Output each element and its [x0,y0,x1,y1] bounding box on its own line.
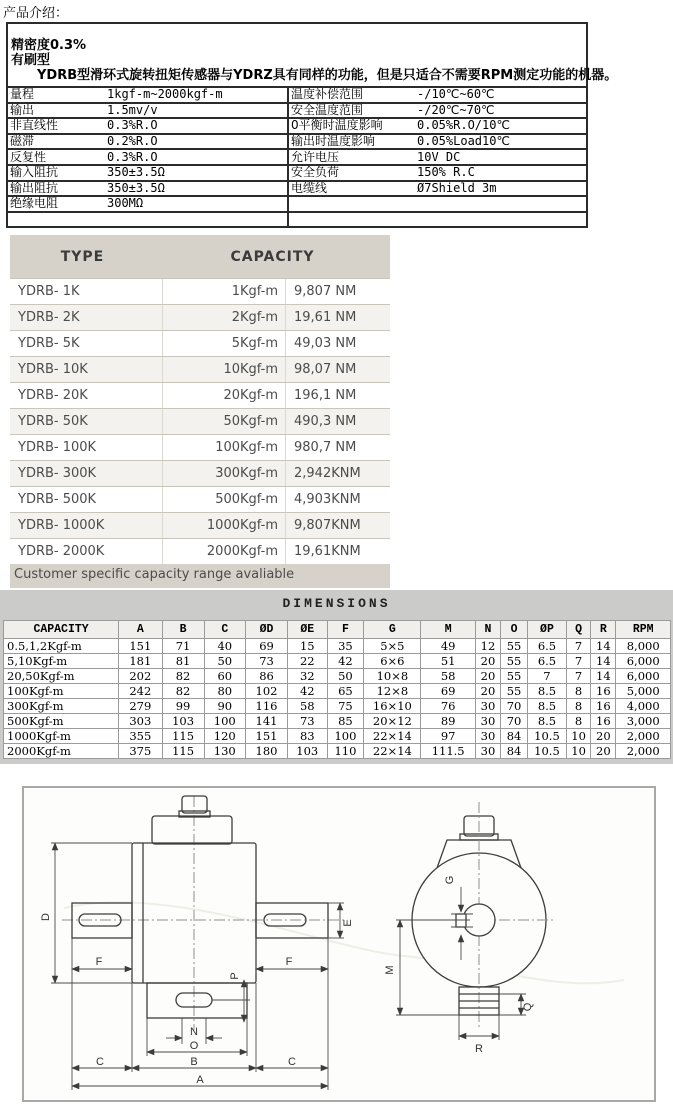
dim-cell-op: 10.5 [528,744,567,759]
dim-label-g: G [444,875,456,885]
dim-cell-o: 84 [501,729,528,744]
spec-value: 0.05%R.O/10℃ [417,119,510,133]
type-capacity-row [10,512,390,538]
dim-cell-g: 5×5 [364,639,421,654]
capacity-kgf-cell: 20Kgf-m [163,383,286,408]
dim-cell-q: 7 [566,639,590,654]
type-cell: YDRB- 100K [10,435,163,460]
capacity-kgf-cell: 1000Kgf-m [163,513,286,538]
dim-cell-capacity: 100Kgf-m [4,684,119,699]
dim-cell-q: 8 [566,714,590,729]
dim-cell-b: 71 [162,639,204,654]
dim-cell-q: 10 [566,744,590,759]
dim-cell-o: 55 [501,684,528,699]
dim-cell-n: 12 [475,639,500,654]
dim-cell-f: 42 [327,654,364,669]
dim-header-c: C [204,621,245,639]
dim-label-p: P [229,972,241,980]
spec-label: 电缆线 [291,181,328,195]
spec-row [8,119,586,135]
dim-cell-rpm: 2,000 [616,729,671,744]
type-cell: YDRB- 2K [10,305,163,330]
spec-value: 300MΩ [107,197,144,211]
dim-cell-od: 102 [245,684,287,699]
dim-cell-q: 10 [566,729,590,744]
dim-label-f-right: F [285,956,293,968]
dim-cell-o: 70 [501,714,528,729]
type-cell: YDRB- 10K [10,357,163,382]
dim-cell-n: 30 [475,699,500,714]
spec-value: Ø7Shield 3m [417,181,497,195]
technical-drawing-panel [22,786,656,1102]
dimensions-data-row [4,744,671,759]
bottom-block [147,983,247,1018]
spec-row [8,150,586,166]
intro-brush-type-line: 有刷型 [11,53,51,68]
dim-cell-f: 65 [327,684,364,699]
dim-cell-c: 40 [204,639,245,654]
dim-cell-n: 30 [475,714,500,729]
type-cell: YDRB- 500K [10,487,163,512]
type-column-header: TYPE [60,248,105,265]
type-capacity-row [10,486,390,512]
dim-cell-n: 20 [475,669,500,684]
dim-header-r: R [591,621,616,639]
type-cell: YDRB- 5K [10,331,163,356]
spec-label: 非直线性 [10,119,59,133]
type-cell: YDRB- 300K [10,461,163,486]
spec-value: 1kgf-m~2000kgf-m [107,88,223,102]
dim-cell-m: 51 [421,654,475,669]
spec-label: 反复性 [10,150,47,164]
dim-header-g: G [364,621,421,639]
dim-cell-b: 103 [162,714,204,729]
type-cell: YDRB- 50K [10,409,163,434]
dim-cell-a: 202 [119,669,162,684]
dim-cell-c: 60 [204,669,245,684]
spec-cell-left [8,182,287,196]
page-title: 产品介绍： [3,6,69,21]
type-cell: YDRB- 2000K [10,539,163,564]
dim-cell-b: 81 [162,654,204,669]
spec-cell-right [287,135,586,149]
dim-cell-o: 70 [501,699,528,714]
dim-cell-oe: 103 [288,744,327,759]
custom-capacity-note: Customer specific capacity range avaliable [14,567,295,582]
dim-cell-capacity: 300Kgf-m [4,699,119,714]
capacity-nm-cell: 2,942KNM [294,466,361,481]
capacity-kgf-cell: 1Kgf-m [163,279,286,304]
dim-label-f-left: F [95,956,103,968]
dim-cell-r: 14 [591,654,616,669]
dim-cell-c: 100 [204,714,245,729]
spec-label: 安全负荷 [291,165,340,180]
spec-cell-left [8,104,287,118]
dim-cell-capacity: 0.5,1,2Kgf-m [4,639,119,654]
spec-value: 0.3%R.O [107,150,158,164]
dim-cell-od: 151 [245,729,287,744]
spec-value: 350±3.5Ω [107,181,165,195]
dimensions-data-row [4,714,671,729]
dim-cell-oe: 83 [288,729,327,744]
capacity-kgf-cell: 100Kgf-m [163,435,286,460]
dim-cell-oe: 32 [288,669,327,684]
capacity-nm-cell: 98,07 NM [294,362,357,377]
dimensions-title: DIMENSIONS [282,596,391,611]
capacity-nm-cell: 4,903KNM [294,492,361,507]
dim-cell-capacity: 1000Kgf-m [4,729,119,744]
spec-value: 0.3%R.O [107,119,158,133]
spec-value: -/10℃~60℃ [417,88,495,102]
spec-label: 温度补偿范围 [291,88,364,102]
dim-cell-op: 8.5 [528,714,567,729]
type-capacity-table [10,235,390,588]
spec-cell-right [287,197,586,211]
dim-cell-f: 35 [327,639,364,654]
dim-cell-r: 16 [591,684,616,699]
spec-cell-left [8,197,287,211]
dim-cell-a: 151 [119,639,162,654]
dim-header-o: O [501,621,528,639]
dim-cell-b: 99 [162,699,204,714]
dim-label-b: B [190,1056,198,1068]
dim-header-q: Q [566,621,590,639]
dim-cell-op: 10.5 [528,729,567,744]
dim-cell-a: 242 [119,684,162,699]
spec-value: 150% R.C [417,165,475,180]
dim-cell-r: 16 [591,714,616,729]
dim-cell-c: 120 [204,729,245,744]
dim-cell-capacity: 2000Kgf-m [4,744,119,759]
dim-cell-od: 180 [245,744,287,759]
dim-cell-op: 8.5 [528,699,567,714]
intro-precision-line: 精密度0.3% [11,38,87,53]
type-capacity-row [10,304,390,330]
capacity-kgf-cell: 10Kgf-m [163,357,286,382]
dim-cell-o: 55 [501,669,528,684]
dim-cell-g: 12×8 [364,684,421,699]
capacity-nm-cell: 980,7 NM [294,440,357,455]
dim-cell-n: 30 [475,744,500,759]
dim-cell-r: 16 [591,699,616,714]
capacity-kgf-cell: 300Kgf-m [163,461,286,486]
dimensions-data-row [4,654,671,669]
dim-cell-q: 7 [566,654,590,669]
technical-drawing [24,788,650,1096]
intro-description-line: YDRB型滑环式旋转扭矩传感器与YDRZ具有同样的功能，但是只适合不需要RPM测定功能的机器。 [37,68,618,83]
dim-header-a: A [119,621,162,639]
dim-cell-op: 6.5 [528,654,567,669]
spec-value: 350±3.5Ω [107,165,165,180]
dimensions-data-row [4,729,671,744]
dim-cell-a: 181 [119,654,162,669]
dimensions-table [3,620,671,759]
capacity-kgf-cell: 500Kgf-m [163,487,286,512]
dim-cell-m: 58 [421,669,475,684]
type-capacity-row [10,408,390,434]
dim-cell-capacity: 20,50Kgf-m [4,669,119,684]
dim-cell-rpm: 3,000 [616,714,671,729]
spec-label: 量程 [10,88,35,102]
dim-cell-r: 20 [591,729,616,744]
type-capacity-row [10,538,390,564]
capacity-nm-cell: 9,807 NM [294,284,357,299]
capacity-kgf-cell: 5Kgf-m [163,331,286,356]
spec-row [8,166,586,182]
type-capacity-row [10,330,390,356]
spec-cell-left [8,119,287,133]
spec-row [8,104,586,120]
dimensions-data-row [4,669,671,684]
dim-cell-rpm: 6,000 [616,654,671,669]
dim-cell-m: 89 [421,714,475,729]
spec-cell-left [8,88,287,102]
dim-cell-od: 73 [245,654,287,669]
type-cell: YDRB- 20K [10,383,163,408]
intro-box [6,22,618,88]
spec-row [8,135,586,151]
dim-label-o: O [189,1040,199,1052]
dim-cell-b: 82 [162,669,204,684]
dim-cell-g: 16×10 [364,699,421,714]
dim-cell-od: 141 [245,714,287,729]
dim-cell-op: 7 [528,669,567,684]
spec-label: 输出时温度影响 [291,134,376,149]
dimensions-data-row [4,639,671,654]
dim-cell-od: 86 [245,669,287,684]
dim-header-f: F [327,621,364,639]
dim-header-capacity: CAPACITY [4,621,119,639]
dim-cell-a: 303 [119,714,162,729]
spec-row [8,88,586,104]
dim-cell-o: 55 [501,654,528,669]
spec-row [8,182,586,198]
dim-header-od: ØD [245,621,287,639]
type-capacity-rows [10,278,390,564]
dim-cell-g: 6×6 [364,654,421,669]
dim-cell-oe: 22 [288,654,327,669]
dim-cell-f: 100 [327,729,364,744]
type-capacity-row [10,356,390,382]
dim-cell-g: 22×14 [364,729,421,744]
spec-label: 允许电压 [291,150,340,164]
dim-cell-b: 115 [162,729,204,744]
capacity-nm-cell: 19,61KNM [294,544,361,559]
dim-cell-od: 69 [245,639,287,654]
dim-header-b: B [162,621,204,639]
spec-row [8,197,586,213]
dim-cell-c: 90 [204,699,245,714]
dim-cell-f: 85 [327,714,364,729]
dim-cell-c: 50 [204,654,245,669]
dim-cell-o: 55 [501,639,528,654]
dim-cell-b: 82 [162,684,204,699]
spec-label: 输出阻抗 [10,181,59,195]
dim-label-q: Q [522,1002,534,1012]
dim-cell-f: 50 [327,669,364,684]
dim-cell-r: 14 [591,669,616,684]
dim-cell-rpm: 5,000 [616,684,671,699]
dim-cell-oe: 15 [288,639,327,654]
dim-cell-q: 8 [566,699,590,714]
dim-label-d: D [40,913,52,921]
dimensions-data-row [4,684,671,699]
capacity-kgf-cell: 50Kgf-m [163,409,286,434]
dim-header-m: M [421,621,475,639]
dim-cell-c: 80 [204,684,245,699]
dim-label-c-left: C [96,1056,104,1068]
spec-row [8,213,586,227]
dim-label-n: N [190,1026,198,1038]
spec-cell-right [287,119,586,133]
dim-cell-f: 75 [327,699,364,714]
dim-cell-q: 7 [566,669,590,684]
dim-header-n: N [475,621,500,639]
dim-cell-rpm: 6,000 [616,669,671,684]
capacity-column-header: CAPACITY [230,248,315,265]
dim-label-e: E [342,919,354,927]
type-capacity-header [10,235,390,278]
dim-cell-b: 115 [162,744,204,759]
spec-value: 1.5mv/v [107,103,158,117]
spec-value: 10V DC [417,150,461,164]
capacity-nm-cell: 49,03 NM [294,336,357,351]
dim-cell-q: 8 [566,684,590,699]
capacity-nm-cell: 9,807KNM [294,518,361,533]
dim-cell-op: 8.5 [528,684,567,699]
dim-cell-o: 84 [501,744,528,759]
dim-cell-n: 20 [475,684,500,699]
dim-cell-g: 20×12 [364,714,421,729]
dim-label-m: M [384,965,396,975]
type-capacity-row [10,278,390,304]
dim-cell-m: 97 [421,729,475,744]
spec-cell-left [8,150,287,164]
spec-label: 输出 [10,103,35,117]
type-capacity-row [10,382,390,408]
capacity-nm-cell: 19,61 NM [294,310,357,325]
spec-label: 绝缘电阻 [10,197,59,211]
type-cell: YDRB- 1000K [10,513,163,538]
dimensions-panel [0,590,673,764]
dimensions-header-row [4,621,671,639]
dim-cell-op: 6.5 [528,639,567,654]
dim-label-c-right: C [288,1056,296,1068]
dim-cell-capacity: 5,10Kgf-m [4,654,119,669]
capacity-nm-cell: 196,1 NM [294,388,357,403]
bore-keyway [456,914,466,927]
dim-header-op: ØP [528,621,567,639]
spec-cell-right [287,213,586,227]
spec-cell-right [287,150,586,164]
dim-cell-r: 14 [591,639,616,654]
spec-cell-right [287,166,586,180]
dim-cell-m: 49 [421,639,475,654]
dim-cell-capacity: 500Kgf-m [4,714,119,729]
capacity-kgf-cell: 2Kgf-m [163,305,286,330]
spec-value: 0.05%Load10℃ [417,134,510,149]
dim-cell-a: 355 [119,729,162,744]
connector-housing [152,816,232,844]
capacity-nm-cell: 490,3 NM [294,414,357,429]
dim-label-r: R [475,1043,483,1055]
type-capacity-row [10,460,390,486]
spec-label: 0平衡时温度影响 [291,119,383,133]
sensor-front-view [72,796,328,1018]
dim-cell-m: 69 [421,684,475,699]
dimensions-data-row [4,699,671,714]
spec-label: 输入阻抗 [10,165,59,180]
dim-cell-g: 22×14 [364,744,421,759]
dim-cell-g: 10×8 [364,669,421,684]
type-capacity-row [10,434,390,460]
dim-header-rpm: RPM [616,621,671,639]
dim-cell-oe: 58 [288,699,327,714]
dim-cell-m: 76 [421,699,475,714]
dim-cell-oe: 73 [288,714,327,729]
dim-cell-n: 20 [475,654,500,669]
dim-cell-n: 30 [475,729,500,744]
dim-cell-rpm: 4,000 [616,699,671,714]
spec-cell-left [8,213,287,227]
dim-cell-r: 20 [591,744,616,759]
spec-label: 磁滞 [10,134,35,149]
dim-cell-a: 279 [119,699,162,714]
dim-label-a: A [196,1074,204,1086]
spec-cell-left [8,135,287,149]
spec-label: 安全温度范围 [291,103,364,117]
spec-table [6,88,588,228]
type-cell: YDRB- 1K [10,279,163,304]
dim-cell-od: 116 [245,699,287,714]
dim-cell-m: 111.5 [421,744,475,759]
spec-cell-right [287,104,586,118]
spec-cell-right [287,88,586,102]
spec-value: 0.2%R.O [107,134,158,149]
spec-cell-left [8,166,287,180]
capacity-kgf-cell: 2000Kgf-m [163,539,286,564]
dim-cell-f: 110 [327,744,364,759]
dim-cell-c: 130 [204,744,245,759]
dim-cell-a: 375 [119,744,162,759]
bottom-tab [459,987,499,1015]
dim-header-oe: ØE [288,621,327,639]
dim-cell-rpm: 2,000 [616,744,671,759]
dim-cell-oe: 42 [288,684,327,699]
spec-value: -/20℃~70℃ [417,103,495,117]
centerlines-front [62,796,346,1030]
spec-cell-right [287,182,586,196]
dim-cell-rpm: 8,000 [616,639,671,654]
